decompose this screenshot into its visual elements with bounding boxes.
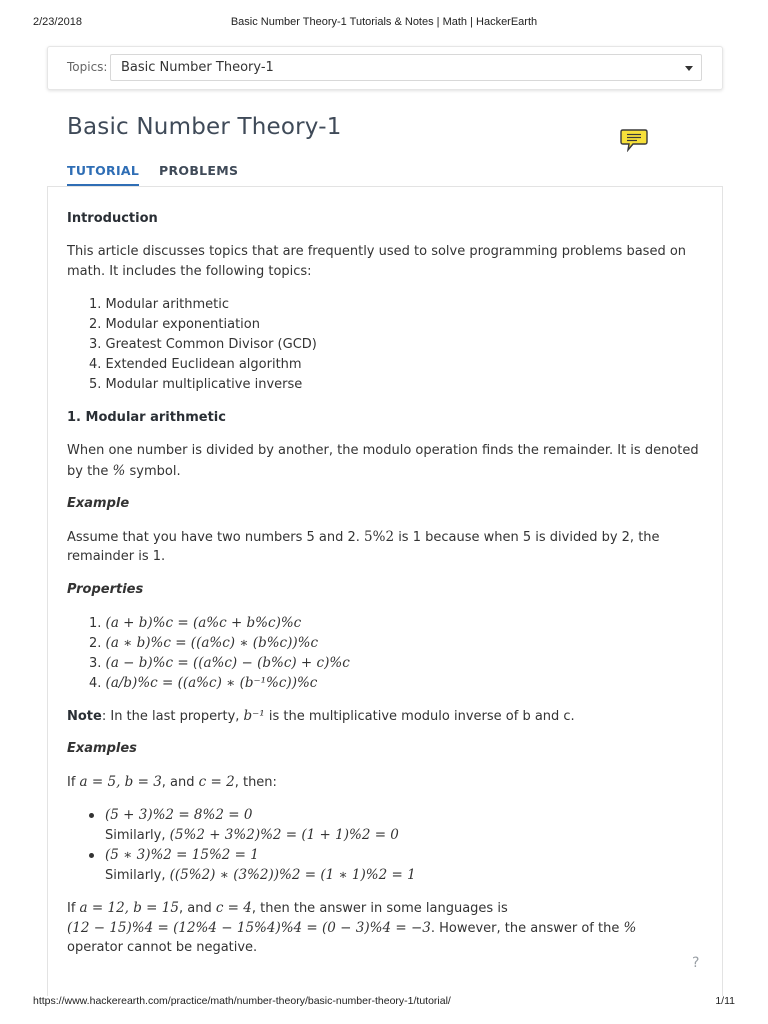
list-number: 2. [89,636,106,651]
list-item: 5. Modular multiplicative inverse [89,377,303,392]
examples-heading: Examples [67,741,137,756]
print-date: 2/23/2018 [33,16,82,28]
math-expr: (5 + 3)%2 = 8%2 = 0 [105,807,253,823]
modulo-definition-line1: When one number is divided by another, the modulo operation finds the remainder. It is denoted [67,443,699,458]
math-expr: c = 2 [198,774,235,790]
math-expr: 5%2 [364,529,395,545]
percent-symbol: % [112,463,126,479]
list-item-similarly [89,865,416,885]
list-item: 4. Extended Euclidean algorithm [89,357,302,372]
list-item [89,613,350,633]
math-expr: (12 − 15)%4 = (12%4 − 15%4)%4 = (0 − 3)%4 = −3 [67,920,431,936]
bullet-icon [89,853,94,858]
text-run: by the [67,464,113,479]
percent-symbol: % [623,920,637,936]
final-example-line2 [67,918,636,939]
list-item [89,845,416,865]
examples-intro [67,772,277,793]
text-run: , and [161,775,199,790]
example-heading: Example [67,496,130,511]
list-item: 2. Modular exponentiation [89,317,260,332]
tab-tutorial[interactable]: TUTORIAL [67,163,139,186]
math-expr: (a + b)%c = (a%c + b%c)%c [105,615,302,631]
intro-paragraph-line1: This article discusses topics that are frequently used to solve programming problems based on [67,244,687,259]
text-run: Similarly, [105,828,170,843]
chat-bubble-icon[interactable] [620,128,648,152]
math-expr: (5%2 + 3%2)%2 = (1 + 1)%2 = 0 [169,827,399,843]
properties-list [89,613,350,693]
list-item [89,653,350,673]
tab-problems[interactable]: PROBLEMS [159,163,239,178]
text-run: , and [178,901,216,916]
bullet-icon [89,813,94,818]
print-title: Basic Number Theory-1 Tutorials & Notes | Math | HackerEarth [230,16,538,28]
text-run: Similarly, [105,868,170,883]
text-run: , then: [234,775,277,790]
section-heading-modular-arithmetic: 1. Modular arithmetic [67,410,226,425]
list-item [89,805,416,825]
text-run: is the multiplicative modulo inverse of b and c. [264,709,575,724]
math-expr: (a − b)%c = ((a%c) − (b%c) + c)%c [105,655,350,671]
math-expr: (5 ∗ 3)%2 = 15%2 = 1 [105,847,259,863]
text-run: symbol. [125,464,181,479]
final-example-line1 [67,898,508,919]
text-run: Assume that you have two numbers 5 and 2. [67,530,365,545]
math-expr: b⁻¹ [243,708,265,724]
properties-heading: Properties [67,582,144,597]
modulo-definition-line2 [67,461,181,482]
list-item: 1. Modular arithmetic [89,297,230,312]
intro-heading: Introduction [67,211,158,226]
chevron-down-icon [685,66,693,71]
math-expr: (a/b)%c = ((a%c) ∗ (b⁻¹%c))%c [105,675,318,691]
math-expr: a = 12, b = 15 [79,900,179,916]
examples-bullet-list [89,805,416,885]
topics-bar [47,46,723,90]
math-expr: (a ∗ b)%c = ((a%c) ∗ (b%c))%c [105,635,319,651]
text-run: If [67,775,80,790]
page-title: Basic Number Theory-1 [67,114,342,140]
print-footer [33,995,735,1011]
list-item [89,673,350,693]
text-run: : In the last property, [101,709,244,724]
list-item: 3. Greatest Common Divisor (GCD) [89,337,317,352]
topics-list [89,295,317,395]
print-page-number: 1/11 [715,995,735,1007]
final-example-line3: operator cannot be negative. [67,940,258,955]
math-expr: c = 4 [215,900,252,916]
intro-paragraph-line2: math. It includes the following topics: [67,264,312,279]
topics-select[interactable] [110,54,702,81]
print-header [33,16,735,32]
math-expr: a = 5, b = 3 [79,774,162,790]
note-line [67,706,575,727]
list-number: 1. [89,616,106,631]
text-run: , then the answer in some languages is [251,901,508,916]
note-label: Note [67,709,102,724]
topics-label: Topics: [67,60,108,74]
list-item-similarly [89,825,416,845]
text-run: If [67,901,80,916]
example-line2: remainder is 1. [67,549,166,564]
list-number: 4. [89,676,106,691]
text-run: is 1 because when 5 is divided by 2, the [394,530,660,545]
print-url: https://www.hackerearth.com/practice/math/number-theory/basic-number-theory-1/tutorial/ [33,995,451,1007]
list-number: 3. [89,656,106,671]
math-expr: ((5%2) ∗ (3%2))%2 = (1 ∗ 1)%2 = 1 [169,867,416,883]
help-question-icon[interactable]: ? [692,955,700,971]
text-run: . However, the answer of the [430,921,624,936]
topics-select-value: Basic Number Theory-1 [121,60,274,75]
list-item [89,633,350,653]
example-line1 [67,527,660,548]
